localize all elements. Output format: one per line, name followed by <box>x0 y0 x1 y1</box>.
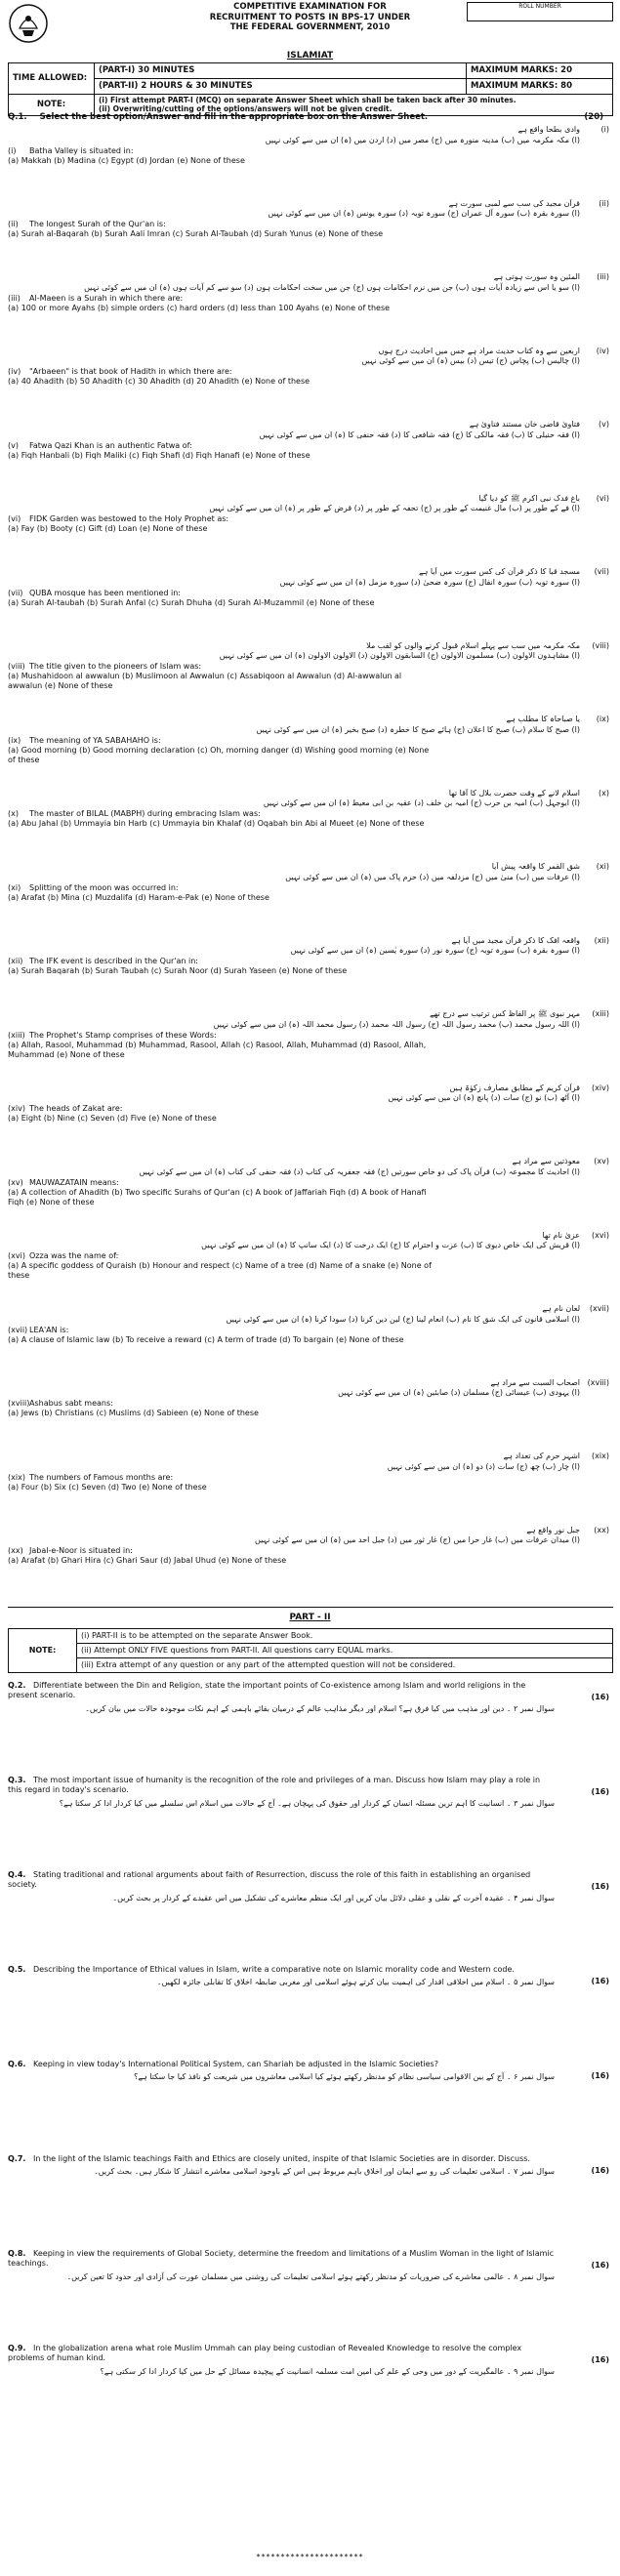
part2-max-marks: MAXIMUM MARKS: 80 <box>467 79 613 95</box>
mcq-urdu-options: (ا) احادیث کا مجموعہ (ب) قرآن پاک کی دو خاص سورتیں (ج) فقہ جعفریہ کی کتاب (د) فقہ حنفی کی کتاب (ہ) ان میں سے کوئی نہیں <box>139 1166 580 1176</box>
question-marks: (16) <box>591 1977 609 1985</box>
subjective-question <box>8 2154 613 2249</box>
header-line-3: THE FEDERAL GOVERNMENT, 2010 <box>229 22 391 33</box>
mcq-item <box>8 420 613 494</box>
mcq-options: (a) Arafat (b) Ghari Hira (c) Ghari Saur (d) Jabal Uhud (e) None of these <box>8 1556 287 1566</box>
question-text: The most important issue of humanity is the recognition of the role and privileges of a man. Discuss how Islam may play a role in this regard in today's scenario. <box>8 1776 541 1795</box>
mcq-item <box>8 494 613 568</box>
mcq-question: QUBA mosque has been mentioned in: <box>29 588 181 597</box>
mcq-urdu-question: باغ فدک نبی اکرم ﷺ کو دیا گیا (vi) <box>478 493 609 503</box>
question-number: Q.6. <box>8 2060 26 2068</box>
question-marks: (16) <box>591 1693 609 1701</box>
part2-note-table <box>8 1628 613 1673</box>
question-number: Q.7. <box>8 2154 26 2163</box>
mcq-urdu-question: اربعین سے وہ کتاب حدیث مراد ہے جس میں احادیث درج ہوں (iv) <box>378 346 609 355</box>
question-text: In the globalization arena what role Muslim Ummah can play being custodian of Revealed Knowledge to resolve the complex problems of human kind. <box>8 2344 522 2363</box>
mcq-question: The title given to the pioneers of Islam was: <box>29 662 202 672</box>
part2-note-label: NOTE: <box>9 1629 77 1673</box>
mcq-number: (xvi) <box>8 1251 25 1261</box>
mcq-number: (vii) <box>8 588 23 597</box>
mcq-item <box>8 641 613 716</box>
subjective-question <box>8 1870 613 1965</box>
mcq-number: (v) <box>8 440 19 450</box>
mcq-urdu-options: (ا) میدان عرفات میں (ب) غار حرا میں (ج) غار ثور میں (د) جبل احد میں (ہ) ان میں سے کوئی نہیں <box>254 1535 580 1545</box>
mcq-number: (xi) <box>8 882 21 892</box>
mcq-urdu-options: (ا) چار (ب) چھ (ج) سات (د) دو (ہ) ان میں سے کوئی نہیں <box>387 1461 580 1471</box>
subjective-question <box>8 1965 613 2060</box>
header-line-2: RECRUITMENT TO POSTS IN BPS-17 UNDER <box>209 12 411 22</box>
mcq-urdu-number: (xviii) <box>587 1377 609 1387</box>
mcq-options: (a) Eight (b) Nine (c) Seven (d) Five (e) None of these <box>8 1114 217 1124</box>
question-number: Q.2. <box>8 1681 26 1690</box>
section-divider <box>8 1607 613 1608</box>
subjective-question <box>8 1776 613 1870</box>
mcq-urdu-number: (vi) <box>596 493 609 503</box>
mcq-question: Batha Valley is situated in: <box>29 145 134 155</box>
mcq-number: (xviii) <box>8 1399 30 1409</box>
mcq-options: (a) Abu Jahal (b) Ummayia bin Harb (c) Ummayia bin Khalaf (d) Oqabah bin Abi al Mueet (e) None of these <box>8 819 425 829</box>
mcq-urdu-number: (v) <box>599 420 609 429</box>
mcq-urdu-question: قرآن مجید کی سب سے لمبی سورت ہے (ii) <box>448 198 609 208</box>
mcq-urdu-number: (xvi) <box>592 1230 609 1240</box>
mcq-urdu-question: یا صباحاہ کا مطلب ہے (ix) <box>506 715 609 723</box>
mcq-options: (a) Jews (b) Christians (c) Muslims (d) Sabieen (e) None of these <box>8 1409 259 1418</box>
mcq-english <box>8 589 437 598</box>
mcq-item <box>8 1304 613 1378</box>
mcq-urdu-number: (xix) <box>592 1452 609 1460</box>
mcq-question: The master of BILAL (MABPH) during embracing Islam was: <box>29 809 261 819</box>
mcq-urdu-question: جبل نور واقع ہے (xx) <box>526 1525 609 1534</box>
question-urdu: سوال نمبر ۵ ۔ اسلام میں اخلاقی اقدار کی اہمیت بیان کرتے ہوئے اسلامی اور مغربی ضابطہ اخلاق کا تقابلی جائزہ لکھیں۔ <box>156 1978 555 1987</box>
mcq-options: (a) Fiqh Hanbali (b) Fiqh Maliki (c) Fiqh Shafi (d) Fiqh Hanafi (e) None of these <box>8 450 310 460</box>
q1-text: Select the best option/Answer and fill in the appropriate box on the Answer Sheet. <box>39 112 429 122</box>
roll-number-label: ROLL NUMBER <box>518 3 561 10</box>
mcq-urdu-options: (ا) اسلامی قانون کی ایک شق کا نام (ب) انعام لینا (ج) لین دین کرنا (د) سودا کرنا (ہ) ان میں سے کوئی نہیں <box>226 1314 580 1324</box>
mcq-options: (a) A specific goddess of Quraish (b) Honour and respect (c) Name of a tree (d) Name of a snake (e) None of these <box>8 1261 432 1281</box>
mcq-item <box>8 789 613 863</box>
q1-instructions <box>8 112 613 123</box>
mcq-urdu-options: (ا) فے کے طور پر (ب) مال غنیمت کے طور پر (ج) تحفہ کے طور پر (د) قرض کے طور پر (ہ) ان میں سے کوئی نہیں <box>209 504 580 513</box>
mcq-english <box>8 1251 437 1261</box>
mcq-item <box>8 272 613 347</box>
mcq-number: (vi) <box>8 514 21 524</box>
mcq-question: Ashabus sabt means: <box>29 1399 113 1409</box>
mcq-number: (xix) <box>8 1472 25 1482</box>
mcq-urdu-number: (xii) <box>594 935 609 945</box>
mcq-question: The heads of Zakat are: <box>29 1104 123 1114</box>
question-english <box>8 2060 555 2069</box>
mcq-question: MAUWAZATAIN means: <box>29 1177 119 1187</box>
mcq-question: The meaning of YA SABAHAHO is: <box>29 735 161 745</box>
subjective-question <box>8 2249 613 2344</box>
mcq-options: (a) Surah Baqarah (b) Surah Taubah (c) Surah Noor (d) Surah Yaseen (e) None of these <box>8 966 348 976</box>
mcq-urdu-question: اشہر حرم کی تعداد ہے (xix) <box>503 1452 609 1460</box>
question-marks: (16) <box>591 2071 609 2080</box>
mcq-item <box>8 1157 613 1231</box>
question-text: Differentiate between the Din and Religion, state the important points of Co-existence among Islam and world religions in the present scenario. <box>8 1681 526 1700</box>
mcq-urdu-options: (ا) چالیس (ب) پچاس (ج) تیس (د) بیس (ہ) ان میں سے کوئی نہیں <box>361 356 580 366</box>
question-number: Q.3. <box>8 1776 26 1784</box>
mcq-english <box>8 662 437 672</box>
mcq-urdu-question: مکہ مکرمہ میں سب سے پہلے اسلام قبول کرنے والوں کو لقب ملا (viii) <box>366 640 609 650</box>
mcq-urdu-number: (xiv) <box>592 1083 609 1092</box>
mcq-item <box>8 1378 613 1452</box>
mcq-urdu-question: قرآن کریم کے مطابق مصارف زکوٰۃ ہیں (xiv) <box>449 1083 609 1092</box>
mcq-options: (a) Surah Al-taubah (b) Surah Anfal (c) Surah Dhuha (d) Surah Al-Muzammil (e) None of these <box>8 597 375 607</box>
mcq-options: (a) Four (b) Six (c) Seven (d) Two (e) None of these <box>8 1482 207 1492</box>
mcq-number: (xv) <box>8 1177 23 1187</box>
mcq-english <box>8 146 437 156</box>
question-urdu: سوال نمبر ۲ ۔ دین اور مذہب میں کیا فرق ہے؟ اسلام اور دیگر مذاہب عالم کے درمیان بقائے باہمی کے اہم نکات موجودہ حالات میں بیان کریں۔ <box>85 1703 555 1713</box>
subjective-question <box>8 2060 613 2154</box>
mcq-options: (a) Good morning (b) Good morning declaration (c) Oh, morning danger (d) Wishing good morning (e) None of these <box>8 745 430 764</box>
mcq-question: Fatwa Qazi Khan is an authentic Fatwa of: <box>29 440 192 450</box>
mcq-urdu-number: (ix) <box>596 715 609 723</box>
mcq-urdu-number: (xx) <box>594 1525 609 1534</box>
mcq-english <box>8 1399 437 1409</box>
mcq-urdu-options: (ا) سو یا اس سے زیادہ آیات ہوں (ب) جن میں نرم احکامات ہوں (ج) جن میں سخت احکامات ہوں (د) سو سے کم آیات ہوں (ہ) ان میں سے کوئی نہیں <box>84 282 580 292</box>
question-english <box>8 2154 555 2164</box>
mcq-urdu-question: عزیٰ نام تھا (xvi) <box>542 1230 609 1240</box>
mcq-item <box>8 1452 613 1526</box>
question-english <box>8 2344 555 2364</box>
header-line-1: COMPETITIVE EXAMINATION FOR <box>233 2 387 12</box>
question-marks: (16) <box>591 2355 609 2364</box>
mcq-english <box>8 883 437 893</box>
note-label: NOTE: <box>9 95 95 116</box>
mcq-number: (xx) <box>8 1546 23 1556</box>
mcq-english <box>8 1104 437 1114</box>
mcq-item <box>8 567 613 641</box>
question-number: Q.8. <box>8 2249 26 2258</box>
mcq-urdu-options: (ا) آٹھ (ب) نو (ج) سات (د) پانچ (ہ) ان میں سے کوئی نہیں <box>388 1093 580 1103</box>
subjective-question <box>8 1681 613 1776</box>
note-line-2: (ii) Overwriting/cutting of the options/answers will not be given credit. <box>99 104 393 114</box>
mcq-question: Jabal-e-Noor is situated in: <box>29 1546 133 1556</box>
question-urdu: سوال نمبر ۶ ۔ آج کے بین الاقوامی سیاسی نظام کو مدنظر رکھتے ہوئے کیا اسلامی معاشروں میں شریعت کو نافذ کیا جا سکتا ہے؟ <box>134 2072 555 2082</box>
mcq-number: (x) <box>8 809 19 819</box>
mcq-options: (a) Arafat (b) Mina (c) Muzdalifa (d) Haram-e-Pak (e) None of these <box>8 892 269 902</box>
mcq-urdu-number: (viii) <box>592 640 609 650</box>
mcq-options: (a) Surah al-Baqarah (b) Surah Aali Imran (c) Surah Al-Taubah (d) Surah Yunus (e) None of these <box>8 229 384 239</box>
mcq-english <box>8 809 437 819</box>
part2-note-2: (ii) Attempt ONLY FIVE questions from PART-II. All questions carry EQUAL marks. <box>77 1644 613 1658</box>
mcq-number: (xiii) <box>8 1030 25 1040</box>
question-number: Q.4. <box>8 1870 26 1879</box>
mcq-urdu-question: فتاویٰ قاضی خان مستند فتاویٰ ہے (v) <box>469 420 609 429</box>
question-number: Q.5. <box>8 1965 26 1974</box>
mcq-item <box>8 936 613 1010</box>
mcq-number: (iii) <box>8 293 21 303</box>
mcq-urdu-number: (i) <box>600 125 609 134</box>
question-english <box>8 1681 555 1701</box>
mcq-item <box>8 1231 613 1305</box>
mcq-question: "Arbaeen" is that book of Hadith in which there are: <box>29 367 232 377</box>
mcq-question: Ozza was the name of: <box>29 1251 119 1261</box>
subject-title: ISLAMIAT <box>286 51 334 61</box>
mcq-urdu-options: (ا) مکہ مکرمہ میں (ب) مدینہ منورہ میں (ج) مصر میں (د) اردن میں (ہ) ان میں سے کوئی نہیں <box>265 135 580 144</box>
subjective-question <box>8 2344 613 2438</box>
mcq-item <box>8 199 613 273</box>
mcq-urdu-question: مہر نبوی ﷺ پر الفاظ کس ترتیب سے درج تھے (xiii) <box>430 1009 609 1018</box>
question-marks: (16) <box>591 2261 609 2269</box>
question-english <box>8 1776 555 1796</box>
mcq-english <box>8 367 437 377</box>
question-urdu: سوال نمبر ۳ ۔ انسانیت کا اہم ترین مسئلہ انسان کے کردار اور حقوق کی پہچان ہے۔ آج کے حالات میں اسلام اس سلسلے میں کیا کردار ادا کر سکتا ہے؟ <box>59 1798 555 1808</box>
mcq-english <box>8 1473 437 1483</box>
mcq-urdu-options: (ا) ابوجہل (ب) امیہ بن حرب (ج) امیہ بن خلف (د) عقبہ بن ابی معیط (ہ) ان میں سے کوئی نہیں <box>263 798 580 808</box>
mcq-english <box>8 1178 437 1188</box>
mcq-urdu-number: (x) <box>599 788 609 797</box>
mcq-question: The Prophet's Stamp comprises of these Words: <box>29 1030 217 1040</box>
mcq-list <box>8 125 613 1599</box>
time-allowed-label: TIME ALLOWED: <box>9 63 95 95</box>
question-text: Keeping in view today's International Political System, can Shariah be adjusted in the Islamic Societies? <box>33 2060 438 2068</box>
mcq-urdu-question: لعان نام ہے (xvii) <box>542 1304 609 1313</box>
mcq-question: The numbers of Famous months are: <box>29 1472 174 1482</box>
mcq-urdu-options: (ا) فقہ حنبلی کا (ب) فقہ مالکی کا (ج) فقہ شافعی کا (د) فقہ حنفی کا (ہ) ان میں سے کوئی نہیں <box>259 429 580 439</box>
mcq-english <box>8 1326 437 1335</box>
question-english <box>8 2249 555 2269</box>
question-urdu: سوال نمبر ۹ ۔ عالمگیریت کے دور میں وحی کے علم کی امین امت مسلمہ انسانیت کے پیچیدہ مسائل کے حل میں کیا کردار ادا کر سکتی ہے؟ <box>100 2366 555 2376</box>
note-line-1: (i) First attempt PART-I (MCQ) on separate Answer Sheet which shall be taken back after 30 minutes. <box>99 96 517 104</box>
mcq-urdu-question: واقعہ افک کا ذکر قرآن مجید میں آیا ہے (xii) <box>451 935 609 945</box>
mcq-urdu-question: شق القمر کا واقعہ پیش آیا (xi) <box>491 862 609 871</box>
mcq-options: (a) 100 or more Ayahs (b) simple orders (c) hard orders (d) less than 100 Ayahs (e) None of these <box>8 303 391 312</box>
mcq-urdu-number: (ii) <box>599 198 609 208</box>
mcq-english <box>8 957 437 966</box>
mcq-question: The longest Surah of the Qur'an is: <box>29 220 166 229</box>
question-text: In the light of the Islamic teachings Faith and Ethics are closely united, inspite of that Islamic Societies are in disorder. Discuss. <box>33 2154 530 2163</box>
mcq-question: FIDK Garden was bestowed to the Holy Prophet as: <box>29 514 229 524</box>
part2-title: PART - II <box>289 1613 331 1622</box>
part2-time: (PART-II) 2 HOURS & 30 MINUTES <box>95 79 467 95</box>
mcq-item <box>8 1526 613 1600</box>
mcq-urdu-options: (ا) سورہ توبہ (ب) سورہ انفال (ج) سورہ ضحیٰ (د) سورہ مزمل (ہ) ان میں سے کوئی نہیں <box>279 577 580 587</box>
mcq-options: (a) Mushahidoon al awwalun (b) Muslimoon al Awwalun (c) Assabiqoon al Awwalun (d) Al-awwalun al awwalun (e) None of these <box>8 672 402 691</box>
question-urdu: سوال نمبر ۸ ۔ عالمی معاشرے کی ضروریات کو مدنظر رکھتے ہوئے اسلامی تعلیمات کی روشنی میں مسلمان عورت کی آزادی اور حدود کا تعین کریں۔ <box>66 2271 555 2281</box>
mcq-urdu-question: مسجد قبا کا ذکر قرآن کی کس سورت میں آیا ہے (vii) <box>418 567 609 576</box>
mcq-options: (a) 40 Ahadith (b) 50 Ahadith (c) 30 Ahadith (d) 20 Ahadith (e) None of these <box>8 377 310 387</box>
mcq-urdu-number: (xi) <box>596 862 609 871</box>
mcq-number: (viii) <box>8 662 25 672</box>
mcq-urdu-options: (ا) صبح کا سلام (ب) صبح کا اعلان (ج) ہائے صبح کا خطرہ (د) صبح بخیر (ہ) ان میں سے کوئی نہیں <box>256 724 580 734</box>
question-marks: (16) <box>591 1787 609 1796</box>
mcq-question: Splitting of the moon was occurred in: <box>29 882 179 892</box>
mcq-english <box>8 514 437 524</box>
question-text: Describing the Importance of Ethical values in Islam, write a comparative note on Islamic morality code and Western code. <box>33 1965 515 1974</box>
mcq-options: (a) Fay (b) Booty (c) Gift (d) Loan (e) None of these <box>8 524 208 534</box>
mcq-number: (ix) <box>8 735 21 745</box>
mcq-options: (a) A clause of Islamic law (b) To receive a reward (c) A term of trade (d) To bargain (e) None of these <box>8 1334 404 1344</box>
mcq-urdu-question: معوذتین سے مراد ہے (xv) <box>512 1157 609 1165</box>
mcq-urdu-question: وادی بطحا واقع ہے (i) <box>517 125 609 134</box>
mcq-urdu-number: (xv) <box>594 1157 609 1165</box>
mcq-options: (a) A collection of Ahadith (b) Two specific Surahs of Qur'an (c) A book of Jaffariah Fiqh (d) A book of Hanafi Fiqh (e) None of these <box>8 1187 427 1206</box>
mcq-urdu-options: (ا) عرفات میں (ب) منیٰ میں (ج) مزدلفہ میں (د) حرم پاک میں (ہ) ان میں سے کوئی نہیں <box>285 872 580 881</box>
mcq-item <box>8 347 613 421</box>
mcq-number: (xvii) <box>8 1325 28 1334</box>
question-text: Stating traditional and rational arguments about faith of Resurrection, discuss the role of this faith in establishing an organised society. <box>8 1870 531 1890</box>
mcq-number: (i) <box>8 145 17 155</box>
mcq-item <box>8 125 613 199</box>
mcq-options: (a) Allah, Rasool, Muhammad (b) Muhammad, Rasool, Allah (c) Rasool, Allah, Muhammad (d) Rasool, Allah, Muhammad (e) None of these <box>8 1040 427 1059</box>
question-urdu: سوال نمبر ۷ ۔ اسلامی تعلیمات کی رو سے ایمان اور اخلاق باہم مربوط ہیں اس کے باوجود اسلامی معاشرے انتشار کا شکار ہیں۔ بحث کریں۔ <box>94 2167 555 2177</box>
question-list <box>8 1681 613 2540</box>
part1-time: (PART-I) 30 MINUTES <box>95 63 467 79</box>
mcq-options: (a) Makkah (b) Madina (c) Egypt (d) Jordan (e) None of these <box>8 155 245 165</box>
mcq-english <box>8 1031 437 1041</box>
question-english <box>8 1870 555 1891</box>
mcq-number: (xiv) <box>8 1104 25 1114</box>
mcq-urdu-number: (iii) <box>597 272 609 281</box>
mcq-urdu-number: (xiii) <box>592 1009 609 1018</box>
mcq-urdu-number: (vii) <box>594 567 609 576</box>
mcq-urdu-options: (ا) سورہ بقرہ (ب) سورہ توبہ (ج) سورہ نور (د) سورہ یٰسین (ہ) ان میں سے کوئی نہیں <box>290 946 580 956</box>
mcq-item <box>8 1084 613 1158</box>
question-english <box>8 1965 555 1975</box>
mcq-english <box>8 220 437 229</box>
mcq-item <box>8 862 613 936</box>
mcq-urdu-question: المئین وہ سورت ہوتی ہے (iii) <box>493 272 609 281</box>
mcq-question: Al-Maeen is a Surah in which there are: <box>29 293 184 303</box>
q1-label: Q.1. <box>8 112 27 122</box>
mcq-urdu-options: (ا) قریش کی ایک خاص دیوی کا (ب) عزت و احترام کا (ج) ایک درخت کا (د) ایک سانپ کا (ہ) ان میں سے کوئی نہیں <box>201 1241 580 1250</box>
mcq-urdu-options: (ا) مشاہدون الاولون (ب) مسلمون الاولون (ج) السابقون الاولون (د) الاولون الاولون (ہ) ان میں سے کوئی نہیں <box>219 651 580 661</box>
mcq-urdu-options: (ا) سورہ بقرہ (ب) سورہ آل عمران (ج) سورہ توبہ (د) سورہ یونس (ہ) ان میں سے کوئی نہیں <box>268 209 580 219</box>
part1-max-marks: MAXIMUM MARKS: 20 <box>467 63 613 79</box>
mcq-number: (ii) <box>8 220 19 229</box>
end-of-paper-mark: ********************** <box>256 2553 364 2561</box>
mcq-english <box>8 1546 437 1556</box>
mcq-item <box>8 1009 613 1084</box>
mcq-urdu-question: اصحاب السبت سے مراد ہے (xviii) <box>490 1377 609 1387</box>
mcq-number: (xii) <box>8 957 23 966</box>
part2-note-1: (i) PART-II is to be attempted on the separate Answer Book. <box>77 1629 613 1644</box>
question-marks: (16) <box>591 1882 609 1891</box>
mcq-english <box>8 736 437 746</box>
question-urdu: سوال نمبر ۴ ۔ عقیدہ آخرت کے نقلی و عقلی دلائل بیان کریں اور ایک منظم معاشرے کی تشکیل میں اس عقیدے کے کردار پر بحث کریں۔ <box>112 1893 555 1902</box>
mcq-english <box>8 441 437 451</box>
mcq-urdu-options: (ا) اللہ رسول محمد (ب) محمد رسول اللہ (ج) رسول اللہ محمد (د) رسول محمد اللہ (ہ) ان میں سے کوئی نہیں <box>213 1019 580 1029</box>
question-number: Q.9. <box>8 2344 26 2352</box>
mcq-urdu-question: اسلام لانے کے وقت حضرت بلال کا آقا تھا (x) <box>448 788 609 797</box>
mcq-item <box>8 715 613 789</box>
part2-note-3: (iii) Extra attempt of any question or any part of the attempted question will not be considered. <box>77 1658 613 1673</box>
timing-table <box>8 62 613 116</box>
question-text: Keeping in view the requirements of Global Society, determine the freedom and limitations of a Muslim Woman in the light of Islamic teachings. <box>8 2249 555 2269</box>
mcq-number: (iv) <box>8 367 21 377</box>
mcq-question: The IFK event is described in the Qur'an in: <box>29 957 198 966</box>
roll-number-box[interactable] <box>467 2 613 21</box>
mcq-urdu-number: (iv) <box>596 346 609 355</box>
question-marks: (16) <box>591 2166 609 2175</box>
mcq-urdu-number: (xvii) <box>589 1304 609 1313</box>
q1-marks: (20) <box>584 112 603 122</box>
mcq-question: LEA'AN is: <box>29 1325 69 1334</box>
mcq-english <box>8 294 437 304</box>
mcq-urdu-options: (ا) یہودی (ب) عیسائی (ج) مسلمان (د) صابئین (ہ) ان میں سے کوئی نہیں <box>338 1388 580 1398</box>
